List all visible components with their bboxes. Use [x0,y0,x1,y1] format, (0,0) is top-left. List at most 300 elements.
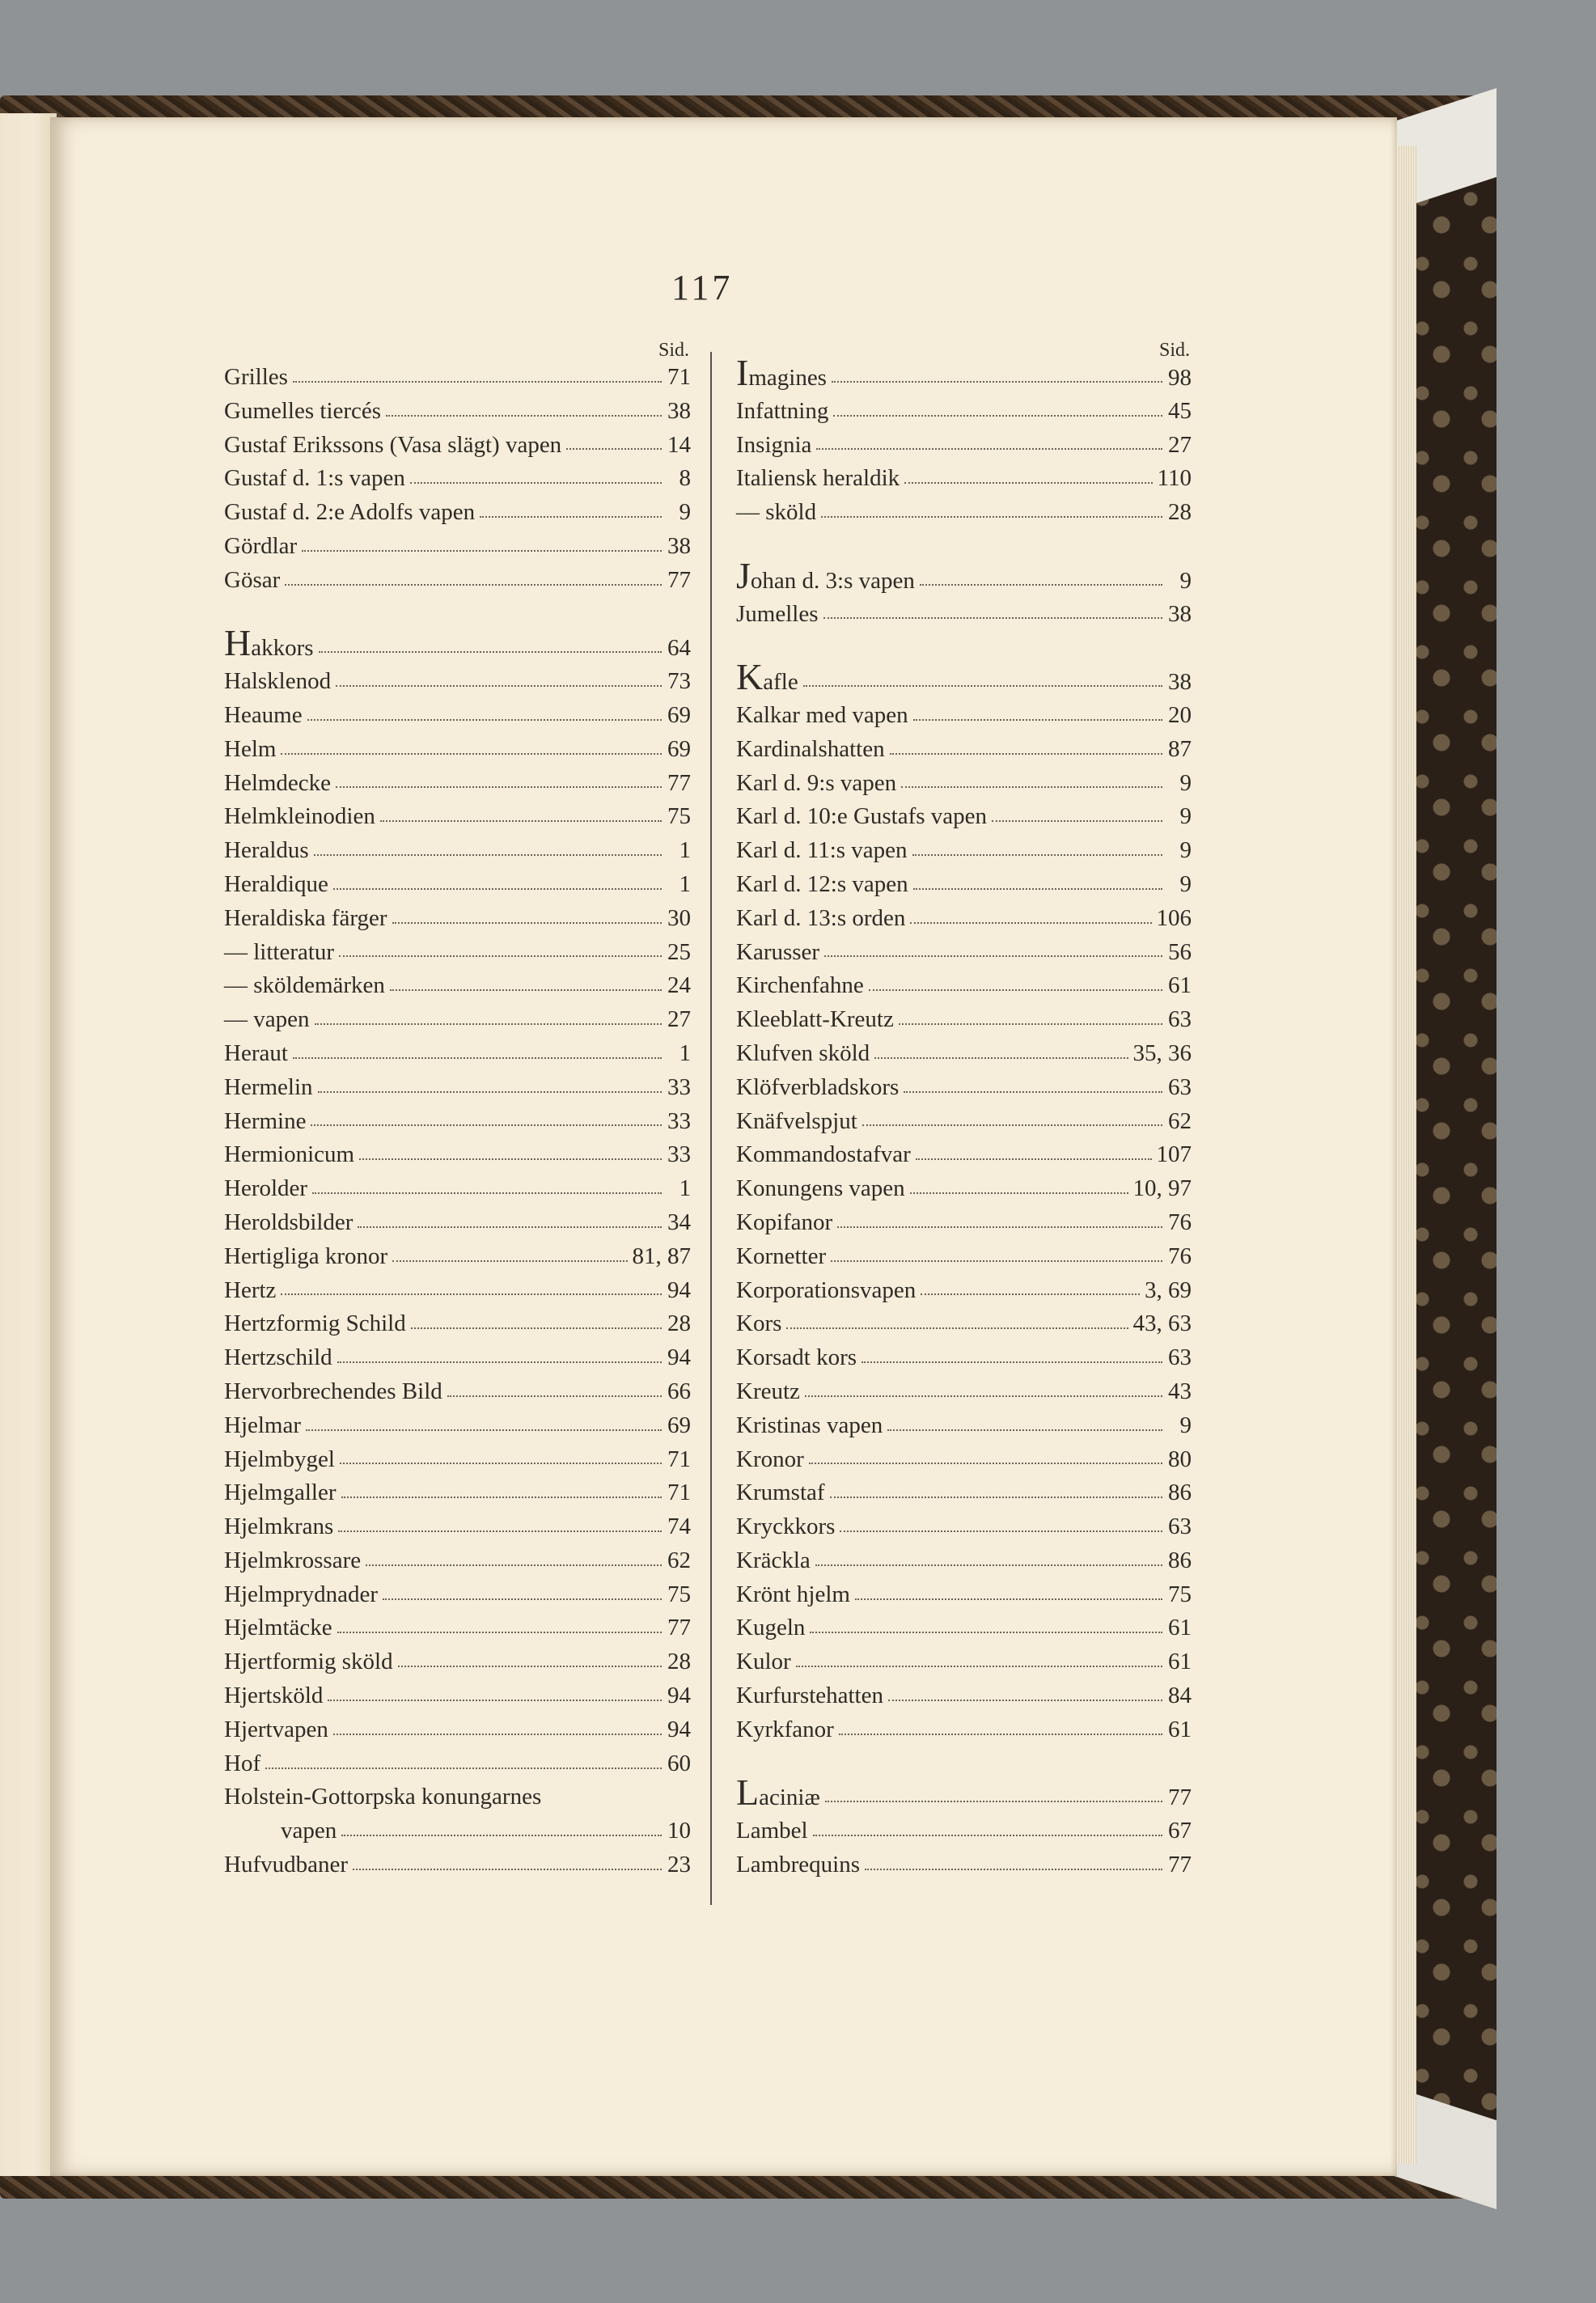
entry-term: Krumstaf [736,1480,825,1506]
index-entry [736,1611,1192,1645]
leader-dots [816,448,1162,450]
entry-page-ref: 30 [667,904,691,931]
section-initial: L [736,1772,760,1814]
leader-dots [921,1293,1140,1295]
entry-page-ref: 45 [1168,397,1192,424]
leader-dots [874,1057,1128,1059]
index-entry [224,1611,691,1645]
entry-page-ref: 14 [667,431,691,458]
entry-term: Hertzschild [224,1344,332,1371]
entry-term: Kristinas vapen [736,1412,883,1438]
index-entry [736,429,1192,463]
leader-dots [830,1497,1162,1498]
index-entry [224,936,691,970]
entry-page-ref: 1 [679,837,691,864]
entry-term: Gösar [224,566,281,593]
leader-dots [398,1666,662,1667]
section-initial: H [224,622,252,664]
entry-page-ref: 94 [667,1716,691,1742]
index-entries [224,361,691,1882]
index-entry [736,969,1192,1003]
entry-term: Kornetter [736,1243,827,1269]
entry-page-ref: 84 [1168,1683,1192,1709]
entry-page-ref: 63 [1168,1006,1192,1033]
entry-page-ref: 33 [667,1107,691,1134]
entry-page-ref: 106 [1156,904,1192,931]
entry-term: Hermine [224,1107,307,1134]
leader-dots [480,516,662,518]
entry-term: Hjertformig sköld [224,1649,393,1675]
index-entry [736,1172,1192,1206]
section-gap [224,598,691,632]
entry-page-ref: 75 [667,1581,691,1607]
index-entry [736,834,1192,868]
leader-dots [336,786,662,788]
leader-dots [302,550,662,552]
leader-dots [447,1395,662,1397]
entry-page-ref: 61 [1168,1649,1192,1675]
index-entry [224,1713,691,1747]
index-entry [736,1814,1192,1848]
entry-term: Karl d. 13:s orden [736,904,906,931]
index-entry [224,1578,691,1612]
leader-dots [336,685,662,687]
entry-term: — sköldemärken [224,972,385,999]
leader-dots [862,1361,1162,1363]
index-entry [736,936,1192,970]
leader-dots [359,1158,662,1160]
index-entry [736,1003,1192,1037]
index-entry [736,352,1192,395]
entry-term: Italiensk heraldik [736,465,900,492]
entry-page-ref: 71 [667,1446,691,1472]
leader-dots [358,1226,662,1228]
entry-term: Kors [736,1310,782,1337]
entry-term [736,554,915,599]
leader-dots [869,989,1162,991]
leader-dots [319,651,662,653]
leader-dots [315,1023,663,1025]
index-entry [224,1307,691,1341]
entry-page-ref: 34 [667,1209,691,1235]
leader-dots [786,1327,1128,1329]
leader-dots [411,1327,662,1329]
entry-page-ref: 8 [679,465,691,492]
entry-term: Knäfvelspjut [736,1107,857,1134]
index-entry [736,767,1192,801]
index-entry [224,1375,691,1409]
leader-dots [815,1564,1162,1566]
leader-dots [839,1734,1162,1735]
entry-page-ref: 77 [1168,1852,1192,1878]
index-entry [736,496,1192,530]
entry-page-ref: 86 [1168,1547,1192,1573]
entry-term: Karl d. 10:e Gustafs vapen [736,803,988,830]
leader-dots [341,1835,662,1836]
leader-dots [910,1192,1128,1194]
entry-term: Gustaf d. 1:s vapen [224,465,405,492]
entry-term: Lambrequins [736,1852,861,1878]
leader-dots [566,448,662,450]
entry-page-ref: 24 [667,972,691,999]
entry-term: Grilles [224,364,288,390]
leader-dots [904,1091,1162,1093]
entry-term: Konungens vapen [736,1175,905,1202]
leader-dots [366,1564,662,1566]
entry-term: Kleeblatt-Kreutz [736,1006,894,1033]
leader-dots [920,584,1162,586]
entry-term [224,622,314,666]
leader-dots [285,584,662,586]
entry-term: Klufven sköld [736,1039,870,1066]
index-entry [224,429,691,463]
index-entry [736,1037,1192,1071]
leader-dots [840,1530,1162,1532]
index-entry [224,800,691,834]
entry-page-ref: 25 [667,938,691,965]
entry-page-ref: 77 [667,566,691,593]
index-entry [224,1274,691,1308]
index-entry [736,462,1192,496]
entry-page-ref: 61 [1168,972,1192,999]
index-entry [224,1679,691,1713]
entry-page-ref: 94 [667,1344,691,1371]
leader-dots [390,989,662,991]
index-entry [736,1274,1192,1308]
index-entry [736,598,1192,632]
index-column-right [736,340,1192,1882]
section-gap [736,631,1192,665]
entry-term: Klöfverbladskors [736,1073,900,1100]
sid-header: Sid. [1158,340,1190,361]
leader-dots [901,786,1162,788]
entry-term: Insignia [736,431,812,458]
index-entry [736,1544,1192,1578]
leader-dots [890,753,1162,755]
index-entry [736,1510,1192,1544]
entry-page-ref: 9 [1179,837,1192,864]
index-entry [224,767,691,801]
entry-page-ref: 63 [1168,1344,1192,1371]
entry-term: Heaume [224,701,303,728]
entry-page-ref: 69 [667,735,691,762]
entry-term: Hjertvapen [224,1716,328,1742]
leader-dots [912,854,1162,856]
entry-term: Hjelmprydnader [224,1581,379,1607]
index-entry [224,1240,691,1274]
entry-page-ref: 43, 63 [1132,1310,1192,1337]
index-entry [736,733,1192,767]
entry-page-ref: 61 [1168,1615,1192,1641]
entry-page-ref: 61 [1168,1716,1192,1742]
index-entries [736,352,1192,1882]
entry-page-ref: 86 [1168,1480,1192,1506]
index-entry [224,665,691,699]
index-entry [736,1679,1192,1713]
index-entry [736,868,1192,902]
index-entry [224,1848,691,1882]
section-initial: I [736,352,749,393]
entry-page-ref: 62 [1168,1107,1192,1134]
entry-page-ref: 10 [667,1818,691,1844]
index-entry [736,1772,1192,1814]
leader-dots [913,888,1162,890]
entry-term: Hertigliga kronor [224,1243,388,1269]
index-entry [736,1375,1192,1409]
index-entry [224,1780,691,1814]
entry-page-ref: 64 [667,635,691,662]
entry-page-ref: 38 [667,397,691,424]
entry-term: Heroldsbilder [224,1209,353,1235]
entry-page-ref: 28 [1168,499,1192,526]
index-entry [736,699,1192,733]
entry-page-ref: 1 [679,870,691,897]
entry-page-ref: 81, 87 [632,1243,691,1269]
index-entry [224,1510,691,1544]
entry-term: Hervorbrechendes Bild [224,1378,442,1404]
section-gap [736,1747,1192,1781]
entry-page-ref: 10, 97 [1132,1175,1192,1202]
entry-page-ref: 71 [667,364,691,390]
leader-dots [281,1293,662,1295]
leader-dots [831,1260,1162,1262]
index-entry [736,1341,1192,1375]
entry-term: Lambel [736,1818,808,1844]
leader-dots [832,381,1162,383]
leader-dots [338,1530,662,1532]
index-entry [736,1071,1192,1105]
entry-term: Kopifanor [736,1209,833,1235]
index-entry [736,656,1192,699]
entry-page-ref: 71 [667,1480,691,1506]
entry-term: Hjelmgaller [224,1480,337,1506]
leader-dots [392,1260,627,1262]
entry-page-ref: 9 [1179,769,1192,796]
entry-term-rest: magines [748,365,827,391]
leader-dots [916,1158,1152,1160]
leader-dots [888,1700,1162,1701]
entry-page-ref: 20 [1168,701,1192,728]
leader-dots [910,922,1151,924]
entry-page-ref: 77 [667,1615,691,1641]
index-column-left [224,340,691,1882]
entry-term: Hufvudbaner [224,1852,349,1878]
entry-term: Kulor [736,1649,791,1675]
entry-page-ref: 76 [1168,1243,1192,1269]
entry-term: Gördlar [224,532,298,559]
leader-dots [796,1666,1162,1667]
entry-page-ref: 77 [1168,1784,1192,1811]
entry-page-ref: 69 [667,1412,691,1438]
entry-term: Gumelles tiercés [224,397,382,424]
entry-term: Heraldiska färger [224,904,387,931]
entry-term [736,656,798,700]
leader-dots [318,1091,662,1093]
entry-term: Kronor [736,1446,804,1472]
entry-page-ref: 1 [679,1175,691,1202]
entry-term [736,1772,820,1815]
leader-dots [281,753,662,755]
entry-page-ref: 43 [1168,1378,1192,1404]
entry-term: Kryckkors [736,1513,836,1540]
entry-page-ref: 38 [1168,669,1192,696]
entry-page-ref: 63 [1168,1513,1192,1540]
sid-header: Sid. [658,340,689,361]
index-entry [736,1443,1192,1477]
leader-dots [805,1395,1162,1397]
leader-dots [380,820,662,822]
entry-term: Hertzformig Schild [224,1310,406,1337]
section-gap [736,530,1192,564]
leader-dots [913,719,1162,721]
leader-dots [410,482,662,484]
leader-dots [825,1801,1162,1802]
section-initial: K [736,656,764,698]
leader-dots [810,1632,1162,1633]
entry-page-ref: 66 [667,1378,691,1404]
index-entry [224,1645,691,1679]
leader-dots [813,1835,1162,1836]
entry-term [736,352,827,396]
entry-page-ref: 9 [1179,1412,1192,1438]
entry-term: Hjelmar [224,1412,302,1438]
entry-term: Hof [224,1750,261,1776]
entry-page-ref: 80 [1168,1446,1192,1472]
index-entry [224,1409,691,1443]
index-entry [224,1206,691,1240]
leader-dots [311,1124,662,1126]
leader-dots [824,955,1162,957]
leader-dots [333,888,662,890]
index-entry [736,1307,1192,1341]
entry-term: Jumelles [736,600,819,627]
entry-term: Hermionicum [224,1141,355,1168]
entry-term: Karl d. 12:s vapen [736,870,908,897]
index-entry [736,1105,1192,1139]
leader-dots [341,1497,662,1498]
index-entry [224,395,691,429]
entry-term-rest: ohan d. 3:s vapen [750,567,915,594]
index-entry [224,834,691,868]
entry-page-ref: 27 [667,1006,691,1033]
leader-dots [312,1192,662,1194]
entry-page-ref: 9 [1179,567,1192,594]
index-entry [224,462,691,496]
leader-dots [887,1429,1162,1431]
entry-term: Helm [224,735,277,762]
entry-page-ref: 3, 69 [1145,1276,1192,1303]
index-entry [224,1105,691,1139]
entry-page-ref: 62 [667,1547,691,1573]
index-entry [736,1138,1192,1172]
leader-dots [306,1429,662,1431]
column-divider [710,352,712,1905]
entry-page-ref: 38 [1168,600,1192,627]
entry-page-ref: 75 [667,803,691,830]
entry-page-ref: 94 [667,1683,691,1709]
leader-dots [386,415,662,417]
entry-term: — sköld [736,499,817,526]
entry-page-ref: 77 [667,769,691,796]
index-entry [224,969,691,1003]
leader-dots [340,1463,662,1464]
index-entry [224,1476,691,1510]
index-entry [736,1409,1192,1443]
page-block-edge [1397,146,1416,2164]
entry-page-ref: 33 [667,1073,691,1100]
index-entry [736,1645,1192,1679]
leader-dots [353,1869,662,1870]
index-entry [224,622,691,665]
leader-dots [392,922,662,924]
entry-term: Korsadt kors [736,1344,857,1371]
entry-term: Kreutz [736,1378,800,1404]
entry-page-ref: 27 [1168,431,1192,458]
entry-term: Heraldus [224,837,309,864]
index-entry [736,1848,1192,1882]
entry-term: Heraut [224,1039,288,1066]
leader-dots [293,1057,662,1059]
index-entry [736,1206,1192,1240]
index-entry [224,1037,691,1071]
entry-page-ref: 73 [667,668,691,695]
index-entry [736,554,1192,598]
entry-term: — litteratur [224,938,335,965]
entry-page-ref: 9 [1179,870,1192,897]
entry-page-ref: 9 [679,499,691,526]
entry-page-ref: 76 [1168,1209,1192,1235]
entry-page-ref: 60 [667,1750,691,1776]
entry-page-ref: 35, 36 [1132,1039,1192,1066]
index-entry [224,1003,691,1037]
entry-term: Hjelmbygel [224,1446,335,1472]
entry-page-ref: 75 [1168,1581,1192,1607]
index-entry [224,530,691,564]
leader-dots [904,482,1152,484]
entry-term: Kräckla [736,1547,811,1573]
leader-dots [809,1463,1162,1464]
leader-dots [803,685,1162,687]
entry-term: Infattning [736,397,829,424]
index-entry [224,1814,691,1848]
entry-term: Kirchenfahne [736,972,864,999]
entry-term: Hjelmkrans [224,1513,334,1540]
index-entry [736,800,1192,834]
entry-term: vapen [281,1818,337,1844]
leader-dots [837,1226,1162,1228]
entry-page-ref: 107 [1156,1141,1192,1168]
entry-term: Kurfurstehatten [736,1683,883,1709]
leader-dots [833,415,1162,417]
index-entry [224,733,691,767]
entry-term: Karl d. 9:s vapen [736,769,897,796]
leader-dots [383,1598,662,1600]
entry-page-ref: 67 [1168,1818,1192,1844]
index-entry [736,902,1192,936]
entry-page-ref: 38 [667,532,691,559]
entry-term: Hjelmtäcke [224,1615,332,1641]
index-entry [224,699,691,733]
entry-term: Gustaf Erikssons (Vasa slägt) vapen [224,431,562,458]
entry-term: Krönt hjelm [736,1581,850,1607]
index-entry [224,1341,691,1375]
entry-term: Karl d. 11:s vapen [736,837,908,864]
entry-term: Hjertsköld [224,1683,324,1709]
entry-term: Gustaf d. 2:e Adolfs vapen [224,499,476,526]
entry-page-ref: 33 [667,1141,691,1168]
leader-dots [333,1734,662,1735]
leader-dots [314,854,662,856]
